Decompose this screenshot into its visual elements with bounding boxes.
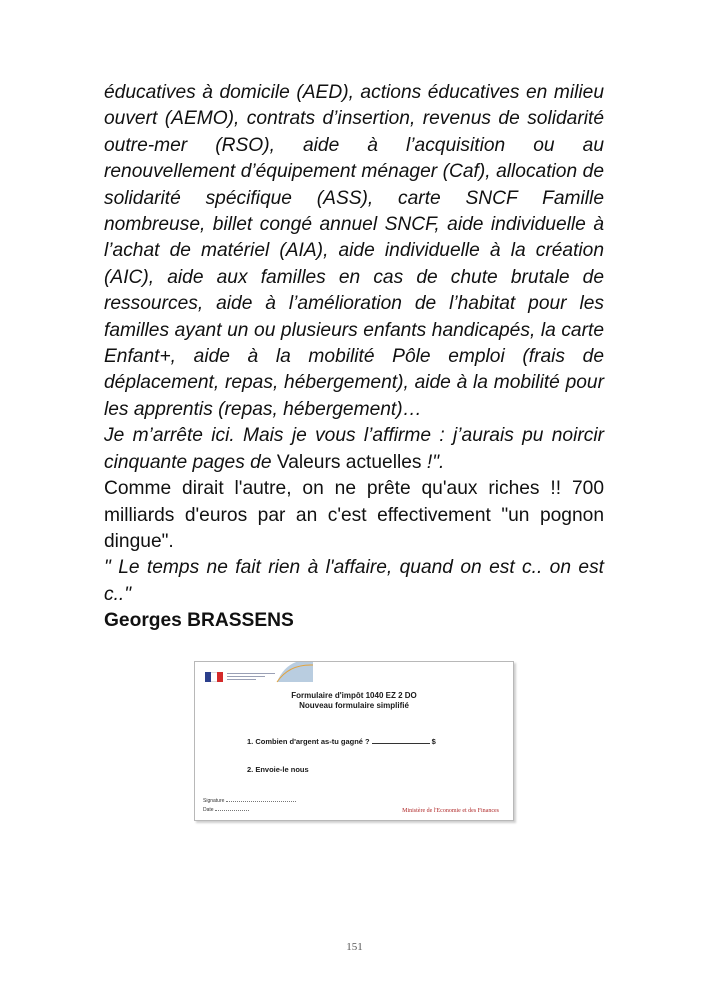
paragraph-benefits-list: éducatives à domicile (AED), actions éducatives en milieu ouvert (AEMO), contrats d’insertion, revenus de solidarité outre-mer (RSO), aide à l’acquisition ou au renouvellement d’équipement ménager (Caf), allocation de solidarité spécifique (ASS), carte SNCF Famille nombreuse, billet congé annuel SNCF, aide individuelle à l’achat de matériel (AIA), aide individuelle à la création (AIC), aide aux familles en cas de chute brutale de ressources, aide à l’amélioration de l’habitat pour les familles ayant un ou plusieurs enfants handicapés, la carte Enfant+, aide à la mobilité Pôle emploi (frais de déplacement, repas, hébergement), aide à la mobilité pour les apprentis (repas, hébergement)…: [104, 82, 604, 420]
ministry-signature: Ministère de l'Economie et des Finances: [402, 808, 499, 814]
paragraph-2-italic-end: !".: [421, 451, 445, 473]
form-title-line-2: Nouveau formulaire simplifié: [299, 701, 409, 710]
form-title: [195, 691, 513, 711]
form-header: [195, 662, 513, 684]
ministry-arc-logo-icon: [275, 661, 315, 684]
page-number: 151: [346, 941, 363, 953]
form-question-1: 1. Combien d'argent as-tu gagné ? $: [247, 737, 436, 746]
paragraph-comment: Comme dirait l'autre, on ne prête qu'aux riches !! 700 milliards d'euros par an c'est effectivement "un pognon dingue".: [104, 478, 604, 552]
amount-blank: [372, 743, 430, 744]
french-flag-icon: [205, 672, 223, 682]
ministry-logo-text-lines: [227, 673, 275, 682]
paragraph-author-statement: [104, 423, 604, 476]
date-field: Date: [203, 807, 249, 813]
paragraph-2-italic-start: Je m’arrête ici. Mais je vous l’affirme : j’aurais pu noircir cinquante pages de: [104, 425, 604, 473]
form-title-line-1: Formulaire d'impôt 1040 EZ 2 DO: [291, 691, 417, 700]
currency-symbol: $: [431, 737, 436, 746]
page-body: [104, 80, 604, 635]
form-question-2: 2. Envoie-le nous: [247, 765, 309, 774]
magazine-title: Valeurs actuelles: [276, 451, 422, 473]
quote: " Le temps ne fait rien à l'affaire, quand on est c.. on est c..": [104, 557, 604, 605]
quote-author: Georges BRASSENS: [104, 610, 294, 632]
tax-form-image: [194, 661, 514, 821]
signature-field: Signature: [203, 798, 296, 804]
